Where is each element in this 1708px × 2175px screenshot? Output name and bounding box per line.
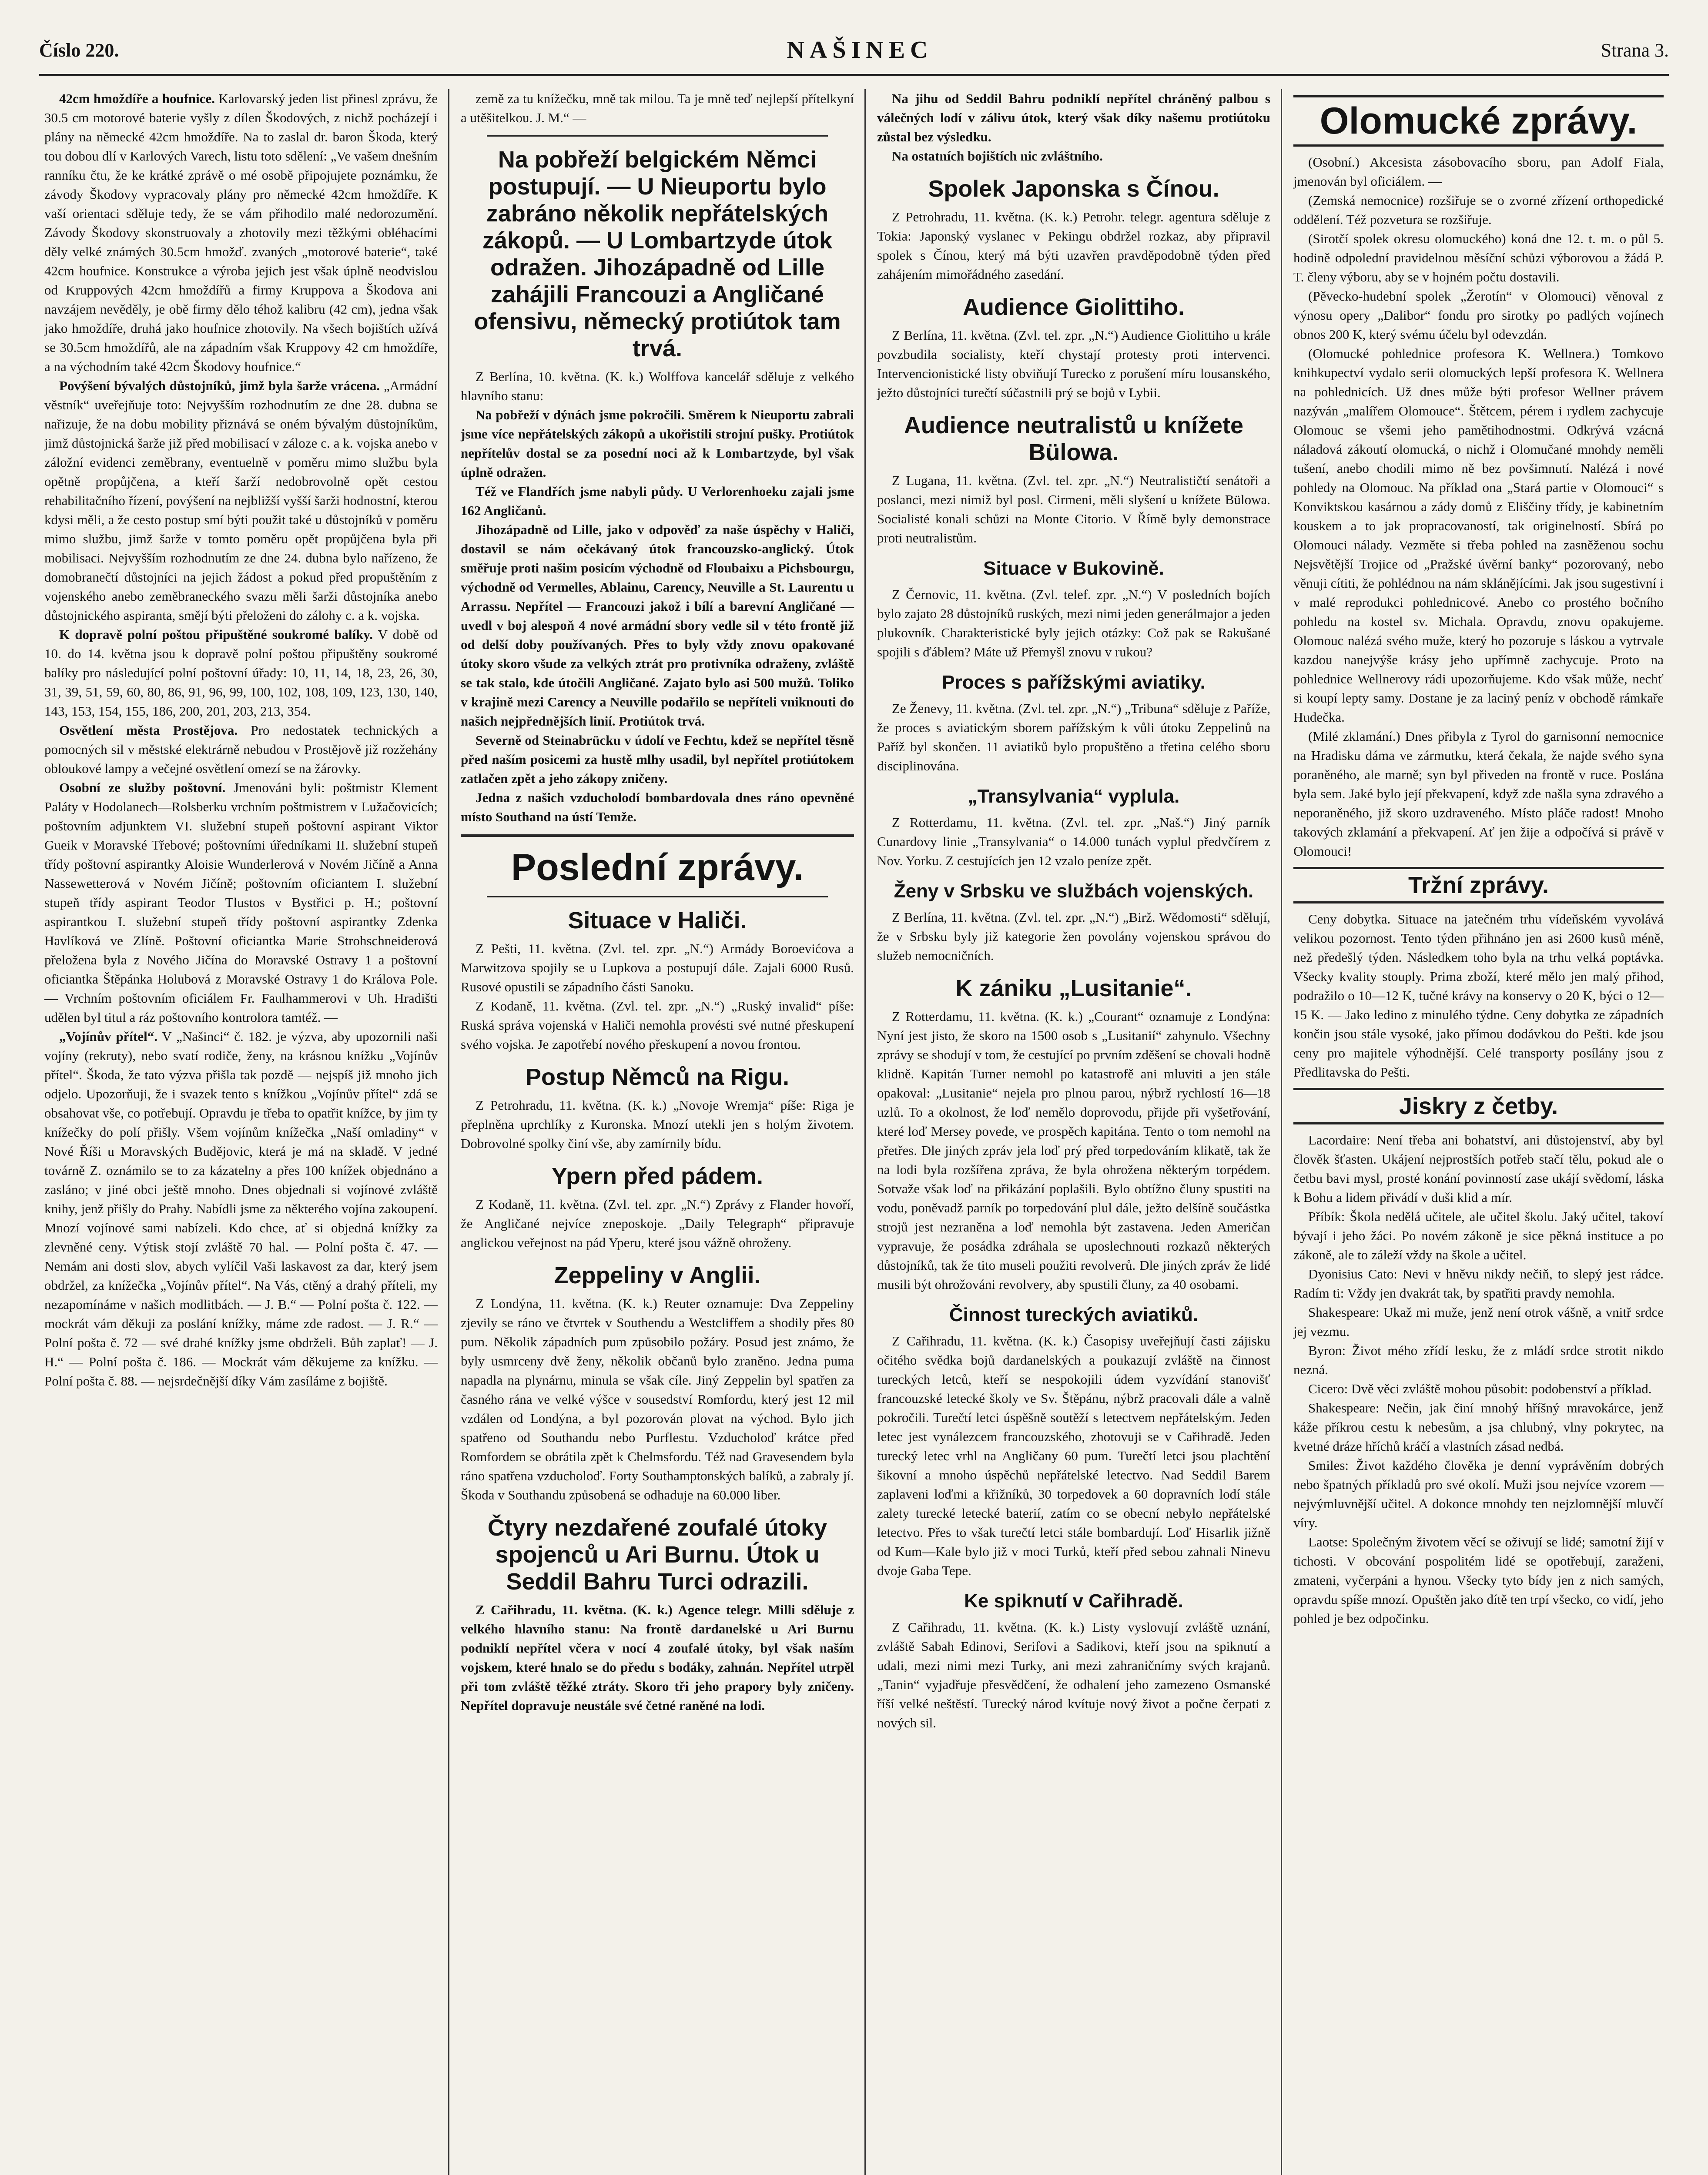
article-text: Z Petrohradu, 11. května. (K. k.) „Novoje Wremja“ píše: Riga je přeplněna uprchlíky z Kuronska. Mnozí utekli jen s holým životem. Dobrovolné spolky činí vše, aby zamírnily bídu. (461, 1098, 854, 1151)
column-1 (39, 89, 443, 2175)
article-text: Z Rotterdamu, 11. května. (Zvl. tel. zpr. „Naš.“) Jiný parník Cunardovy linie „Transylvania“ o 14.000 tunách vyplul předvčírem z Nov. Yorku. Z cestujících jen 12 vzalo peníze zpět. (877, 815, 1270, 868)
article-text: (Zemská nemocnice) rozšiřuje se o zvorné zřízení orthopedické oddělení. Též pozvetura se rozšiřuje. (1293, 193, 1664, 227)
headline: Postup Němců na Rigu. (525, 1064, 790, 1090)
article-text: Na pobřeží v dýnách jsme pokročili. Směrem k Nieuportu zabrali jsme více nepřátelských zákopů a ukořistili strojní pušky. Protiútok nepřítelův dostal se za posední noci až k Lombartzyde, byl však úplně odražen. (461, 407, 854, 480)
newspaper-title: NAŠINEC (787, 37, 933, 64)
article-text: (Pěvecko-hudební spolek „Žerotín“ v Olomouci) věnoval z výnosu opery „Dalibor“ fondu pro sirotky po padlých vojínech obnos 200 K, který svému účelu byl odevzdán. (1293, 288, 1664, 342)
article-text: Dyonisius Cato: Nevi v hněvu nikdy nečiň, to slepý jest rádce. Radím ti: Vždy jen dvakrát tak, by spatřiti pravdy nemohla. (1293, 1266, 1664, 1301)
column-rule (448, 89, 449, 2175)
article-text: Jmenováni byli: poštmistr Klement Paláty v Hodolanech—Rolsberku vrchním poštmistrem v Lužačovicích; poštovním adjunktem VI. služební stupeň poštovní aspirant Viktor Gueik v Moravské Třebové; poštovními úředníkami II. služební stupeň třídy poštovní aspirantky Aloisie Wunderlerová v Novém Jičíně a Anna Nassewetterová v Novém Jičíně; poštovním oficiantem I. služební stupeň třídy aspirant Teodor Tlustos v Bystřici p. H.; poštovní aspirantkou I. služební stupeň třídy poštovní aspirantky Zdenka Havlíková ve Zlíně. Poštovní oficiantka Marie Strohschneiderová přeložena byla z Nového Jičína do Moravské Ostravy 1 a poštovní oficiantka Štěpánka Holubová z Moravské Ostravy 1 do Králova Pole. — Vrchním poštovním oficiálem Fr. Faulhammerovi v Uh. Hradišti udělen byl titul a ráz poštovního kontrolora tamtéž. — (44, 780, 438, 1025)
article-text: (Milé zklamání.) Dnes přibyla z Tyrol do garnisonní nemocnice na Hradisku dáma ve zármutku, která čekala, že najde svého syna poraněného, ale marně; syn byl přiveden na frontě v ruce. Poslána byla sem. Jaké bylo její překvapení, když zde našla syna zdravého a neporaněného, již skoro uzdraveného. Místo pláče radost! Mnoho takových zklamání a překvapení. Ať jen žije a odpočívá si právě v Olomouci! (1293, 729, 1664, 859)
article-text: Z Rotterdamu, 11. května. (K. k.) „Courant“ oznamuje z Londýna: Nyní jest jisto, že skoro na 1500 osob s „Lusitanií“ zahynulo. Všechny zprávy se shodují v tom, že cestující po prvním zděšení se chovali hodně klidně. Kapitán Turner nemohl po katastrofě ani mluviti a jen stále opakoval: „Lusitanie“ nejela pro plnou parou, nýbrž rychlostí 16—18 uzlů. To a okolnost, že loď nemělo doprovodu, přijde při vyšetřování, které loď Mersey povede, ve prospěch kapitána. Tento o tom nemohl na přetřes. Dle jiných zpráv jela loď prý před torpedováním klikatě, tak že na lodi byla rozšířena zpráva, že byla ohrožena některým torpédem. Sotvaže však loď na přikázání poplašili. Bylo obtížno čluny spustiti na vodu, poněvadž parník po torpedování plul dále, ježto delšíně součástka strojů jest nezraněna a loď nemohla být zastavena. Jeden Američan vypravuje, že posádka zdráhala se uposlechnouti rozkazů některých důstojníků, tak že tito museli použiti revolverů. Dle jiných zpráv že lidé musili být ohrožováni revolvery, aby spustili čluny, za 40 osobami. (877, 1009, 1270, 1292)
article-text: (Sirotčí spolek okresu olomuckého) koná dne 12. t. m. o půl 5. hodině odpolední pravidelnou měsíční schůzi výborovou a žádá P. T. členy výboru, aby se v hojném počtu dostavili. (1293, 231, 1664, 284)
divider (461, 834, 854, 837)
article-text: země za tu knížečku, mně tak milou. Ta je mně teď nejlepší přítelkyní a utěšitelkou. J. M.“ — (461, 91, 854, 125)
article-text: Cicero: Dvě věci zvláště mohou působit: podobenství a příklad. (1308, 1381, 1652, 1396)
article-text: Příbík: Škola nedělá učitele, ale učitel školu. Jaký učitel, takoví bývají i jeho žáci. Po novém zákoně je sice pěkná instituce a po zákoně, ale to záleží vždy na škole a učitel. (1293, 1209, 1664, 1262)
article-text: Jedna z našich vzducholodí bombardovala dnes ráno opevněné místo Southand na ústí Temže. (461, 790, 854, 824)
article-text: „Armádní věstník“ uveřejňuje toto: Nejvyšším rozhodnutím ze dne 28. dubna se nařizuje, že na dobu mobility přiznává se oném bývalým důstojníkům, jimž důstojnická šarže již před mobilisací v záloze c. a k. vojska anebo v záložní evidenci zeměbrany, eventuelně v poměru mimo službu byla opětně propůjčena, a kteří šarží nedobrovolně opět cestou rehabilitačního řízení, povýšení na nejbližší vyšší šarži hodnostní, kterou kdysi měli, a že cesto postup smí býti použit také u důstojníků v poměru mimo službu, jimž šarže v tomto poměru opět propůjčena byla při mobilisaci. Nejvyšším rozhodnutím ze dne 24. dubna bylo nařízeno, že domobranečtí důstojníci na jejich žádost a pokud před propuštěním z vojenského anebo zeměbraneckého svazu měli šarži důstojníka anebo důstojnického aspiranta, smějí býti přeloženi do zálohy c. a k. vojska. (44, 378, 438, 623)
article-text: Na jihu od Seddil Bahru podniklí nepřítel chráněný palbou s válečných lodí v zálivu útok, který však díky našemu protiútoku zůstal bez výsledku. (877, 91, 1270, 144)
article-text: Z Londýna, 11. května. (K. k.) Reuter oznamuje: Dva Zeppeliny zjevily se ráno ve čtvrtek v Southendu a Westcliffem a shodily přes 80 pum. Několik západních pum způsobilo požáry. Posud jest známo, že byly usmrceny dvě ženy, několik občanů bylo zraněno. Jedna puma napadla na plynárnu, minula se však cíle. Jiný Zeppelin byl spatřen za časného rána ve velké výšce v sousedství Romfordu, který jest 12 mil vzdálen od Londýna, a byl pozorován plovat na východ. Bylo jich spatřeno od Southandu nebo Purflestu. Vzducholoď krátce před Romfordem se obrátila zpět k Chelmsfordu. Též nad Gravesendem byla ráno spatřena vzducholoď. Forty Southamptonských balíků, a zabraly jí. Škoda v Southandu způsobená se odhaduje na 60.000 liber. (461, 1296, 854, 1502)
section-title: Poslední zprávy. (511, 847, 804, 888)
article-text: Z Berlína, 10. května. (K. k.) Wolffova kancelář sděluje z velkého hlavního stanu: (461, 369, 854, 403)
article (44, 376, 438, 625)
headline: Činnost tureckých aviatiků. (949, 1304, 1199, 1325)
headline: Ypern před pádem. (551, 1163, 764, 1189)
headline: Situace v Bukovině. (983, 558, 1164, 579)
issue-number: Číslo 220. (39, 39, 119, 61)
column-rule (1281, 89, 1282, 2175)
article-text: Též ve Flandřích jsme nabyli půdy. U Verlorenhoeku zajali jsme 162 Angličanů. (461, 484, 854, 518)
article-text: Severně od Steinabrücku v údolí ve Fechtu, kdež se nepřítel těsně před naším posicemi za hustě mlhy usadil, byl nepřítel protiútokem zatlačen zpět a jeho zákopy zničeny. (461, 733, 854, 786)
headline: Spolek Japonska s Čínou. (928, 176, 1219, 202)
article-lead: Povýšení bývalých důstojníků, jimž byla šarže vrácena. (59, 378, 380, 393)
headline: Na pobřeží belgickém Němci postupují. — U Nieuportu bylo zabráno několik nepřátelských zákopů. — U Lombartzyde útok odražen. Jihozápadně od Lille zahájili Francouzi a Angličané ofensivu, německý protiútok tam trvá. (474, 147, 841, 361)
article-text: (Osobní.) Akcesista zásobovacího sboru, pan Adolf Fiala, jmenován byl oficiálem. — (1293, 154, 1664, 189)
article-text: Smiles: Život každého člověka je denní vyprávěním dobrých nebo špatných příkladů pro své okolí. Muži jsou nejvíce vzorem — nejvýmluvnější učitel. A dokonce mnohdy ten nejzlomnější mluvčí víry. (1293, 1458, 1664, 1530)
column-2 (455, 89, 859, 2175)
article (44, 625, 438, 721)
section-header (1293, 95, 1664, 147)
headline: K zániku „Lusitanie“. (955, 975, 1192, 1001)
article-lead: „Vojínův přítel“. (59, 1029, 157, 1044)
article-text: Karlovarský jeden list přinesl zprávu, že 30.5 cm motorové baterie vyšly z dílen Škodových, z nichž pocházejí i plány na německé 42cm hmoždíře. Na to zaslal dr. baron Škoda, který tou dobou dlí v Karlových Varech, listu toto sdělení: „Ve vašem dnešním ranníku čtu, že ke krátké zprávě o mé osobě připojujete poznámku, že závody Škodovy vypracovaly plány pro německé 42cm hmoždíře. K vaší orientaci sděluje tedy, že se vám přihodilo malé nedorozumění. Závody Škodovy skonstruovaly a zhotovily mezi těžkými obléhacími děly velké známých 30.5cm hmožď. zvaných „motorové baterie“, také 42cm houfnice. Konstrukce a výroba jejich jest však úplně neodvislou od Kruppových 42cm hmoždířů a firmy Kruppova a Škodova ani navzájem nevěděly, je obě firmy dělo téhož kalibru (42 cm), jedna však jako hmoždíře, druhá jako houfnice zhotovily. Na všech bojištích užívá se 30.5cm hmoždířů, ale na západním však Kruppovy 42 cm hmoždíře, a na východním také 42cm Škodovy houfnice.“ (44, 91, 438, 374)
article-text: Z Pešti, 11. května. (Zvl. tel. zpr. „N.“) Armády Boroevićova a Marwitzova spojily se u Lupkova a postupují dále. Zajali 6000 Rusů. Rusové opustili se západního části Sanoku. (461, 941, 854, 994)
headline: Audience neutralistů u knížete Bülowa. (904, 412, 1244, 465)
divider (487, 896, 828, 897)
article-text: V „Našinci“ č. 182. je výzva, aby upozornili naši vojíny (rekruty), nebo svatí rodiče, ženy, na krásnou knížku „Vojínův přítel“. Škoda, že tato výzva přišla tak pozdě — nejspíš již mnoho jich odjelo. Upozorňuji, že i svazek tento s knížkou „Vojínův přítel“ zdá se obsahovat vše, co potřebují. Opravdu je třeba to opatřit knížce, by jim ty knížečky do polí přišly. Všem vojínům knížečka „Naší omladiny“ v Nové Říši u Moravských Budějovic, která je má na skladě. V jedné továrně Z. oznámilo se to za kázatelny a přes 100 knížek objednáno a zasláno; v jiné obci ještě mnoho. Dnes objednali si vojínové zvláště knihy, jenž přišly do Prahy. Nabídli jsme za některého vojína zakoupení. Mnozí vojínové sami nabízeli. Kdo chce, ať si objedná knížky za zlevněné ceny. Výtisk stojí zvláště 70 hal. — Polní pošta č. 47. — Nemám ani dosti slov, abych vylíčil Vaši laskavost za dar, který jsem obdržel, za knížečka „Vojínův přítel“. Na Vás, ctěný a drahý příteli, my nezapomínáme v našich modlitbách. — J. B.“ — Polní pošta č. 122. — mockrát vám děkuji za poslání knížky, máme zde radost. — J. R.“ — Polní pošta č. 72 — své drahé knížky jsme obdrželi. Bůh zaplať! — J. H.“ — Polní pošta č. 186. — Mockrát vám děkujeme za knížku. — Polní pošta č. 88. — nejsrdečnější díky Vám zasíláme z bojiště. (44, 1029, 438, 1389)
headline: Ke spiknutí v Cařihradě. (964, 1590, 1183, 1612)
section-header (1293, 867, 1664, 903)
article-text: Z Berlína, 11. května. (Zvl. tel. zpr. „N.“) Audience Giolittiho u krále povzbudila socialisty, kteří chystají protesty proti intervenci. Intervencionistické listy obviňují Turecko z porušení míru lousanského, ježto důstojníci turečtí súčastnili prý se bojů v Lybii. (877, 328, 1270, 400)
column-4 (1288, 89, 1669, 2175)
section-title: Tržní zprávy. (1408, 872, 1549, 898)
article-text: V době od 10. do 14. května jsou k dopravě polní poštou připuštěny soukromé balíky pro následující polní poštovní úřady: 10, 11, 14, 18, 23, 26, 30, 31, 39, 51, 59, 60, 80, 86, 91, 96, 99, 100, 102, 108, 109, 123, 130, 140, 143, 153, 154, 155, 186, 200, 201, 203, 213, 354. (44, 627, 438, 719)
article-text: Z Cařihradu, 11. května. (K. k.) Časopisy uveřejňují časti zájisku očitého svědka bojů dardanelských a poukazují zvláště na činnost tureckých letců, kteří se nespokojili údem vyzvídání stanovišť francouzské letecké školy ve Sv. Štěpánu, nýbrž pracovali dále a valně pokročili. Turečtí letci úspěšně soutěží s letectvem nepřátelským. Jeden letec jest vynálezcem francouzského, zhotovuji se v Cařihradě. Jeden turecký letec vrhl na Angličany 60 pum. Turečtí letci jsou plachtění šikovní a mnoho úspěchů nepřátelské letectvo. Nad Seddil Barem zaplaveni loďmi a křižníků, 30 torpedovek a 60 dopravních lodí stále zalety turecké letecké baterií, zatím co se obecní nebylo nepřátelské letectvo. Přes to však turečtí letci stále bombardují. Loď Hisarlik jižně od Kum—Kale bylo již v moci Turků, kteří před sebou zahnali Ninevu dvoje Gaba Tepe. (877, 1333, 1270, 1578)
masthead (39, 26, 1669, 76)
page-number: Strana 3. (1601, 39, 1669, 61)
article-lead: Osvětlení města Prostějova. (59, 723, 238, 738)
section-header (1293, 1088, 1664, 1124)
article-text: (Olomucké pohlednice profesora K. Wellnera.) Tomkovo knihkupectví vydalo serii olomuckých lepší profesora K. Wellnera na pohlednicích. Už dnes může býti profesor Wellner právem nazýván „malířem Olomouce“. Štětcem, pérem i rydlem zachycuje Olomouc se všemi jeho pamětihodnostmi. Odkrývá vzácná náladová zákoutí olomucká, o nichž i Olomučané mnohdy neměli tušení, anebo chodili mimo ně bez povšimnutí. Nalézá i nové pohledy na Olomouc. Na příklad ona „Stará partie v Olomouci“ s Konviktskou kasárnou a zády domů z Eliščiny třídy, je kabinetním kouskem a to jak propracovaností, tak originelností. Sbírá po Olomouci nálady. Vezměte si třeba pohled na zasněženou sochu Nejsvětější Trojice od „Pražské úvěrní banky“ pozorovaný, nebo věnuji cítiti, že pohlédnou na nám sklánějícími. Jak jsou sugestivní i v malé reprodukci pohlednicové. Anebo co prostého bočního pohledu na kostel sv. Michala. Opravdu, znovu opakujeme. Olomouc nalézá svého muže, který ho pozoruje s láskou a vytrvale kazdou nanejvýše krásy jeho upřímně zachycuje. Proto na pohlednice Wellnerovy rádi upozorňujeme. Kdo však může, nechť si koupí lepty samy. Dostane je za laciný peníz v obchodě rámkaře Hudečka. (1293, 346, 1664, 725)
article (44, 778, 438, 1027)
column-rule (864, 89, 866, 2175)
article-text: Ceny dobytka. Situace na jatečném trhu vídeňském vyvolává velikou pozornost. Tento týden přihnáno jen asi 2600 kusů méně, než předešlý týden. Následkem toho byla na trhu velká poptávka. Všecky kvality stouply. Prima zboží, které mělo jen malý přihod, podražilo o 10—12 K, tučné krávy na konservy o 20 K, býci o 12—15 K. — Jako ledino z minulého týdne. Ceny dobytka ze západních končin jsou stále vysoké, jako přímou dodávkou do Pešti. kde jsou ceny pro majitele výhodnější. Celé transporty posílány jsou z Předlitavska do Pešti. (1293, 911, 1664, 1080)
headline: Situace v Haliči. (568, 907, 747, 934)
article (44, 1027, 438, 1391)
article-text: Shakespeare: Nečin, jak činí mnohý hříšný mravokárce, jenž káže příkrou cestu k nebesům, a jsa chlubný, vlny pokrytec, na kvetné dráze hříchů kráčí a vlastních zásad nedbá. (1293, 1400, 1664, 1454)
article-text: Z Černovic, 11. května. (Zvl. telef. zpr. „N.“) V posledních bojích bylo zajato 28 důstojníků ruských, mezi nimi jeden generálmajor a jeden plukovník. Charakteristické byly jejich otázky: Což pak se Rakušané spojili s ďáblem? Máte už Přemyšl znovu v rukou? (877, 587, 1270, 659)
article-text: Z Kodaně, 11. května. (Zvl. tel. zpr. „N.“) Zprávy z Flander hovoří, že Angličané nejvíce zneposkoje. „Daily Telegraph“ připravuje anglickou veřejnost na pád Yperu, které jsou vážně ohroženy. (461, 1197, 854, 1250)
article-text: Ze Ženevy, 11. května. (Zvl. tel. zpr. „N.“) „Tribuna“ sděluje z Paříže, že proces s aviatickým sborem pařížským k vůli útoku Zeppelinů na Paříž byl skončen. 11 aviatiků bylo propuštěno a třetina celého sboru disciplinována. (877, 701, 1270, 773)
headline: Proces s pařížskými aviatiky. (942, 672, 1206, 693)
article-text: Byron: Život mého zřídí lesku, že z mládí srdce strotit nikdo nezná. (1293, 1343, 1664, 1377)
article-text: Na ostatních bojištích nic zvláštního. (892, 148, 1103, 164)
article-text: Z Petrohradu, 11. května. (K. k.) Petrohr. telegr. agentura sděluje z Tokia: Japonský vyslanec v Pekingu obdržel rozkaz, aby připravil spolek s Čínou, který má býti uzavřen pravděpodobně týden před zahájením mimořádného zasedání. (877, 209, 1270, 282)
article-text: Z Lugana, 11. května. (Zvl. tel. zpr. „N.“) Neutralističtí senátoři a poslanci, mezi nimiž byl posl. Cirmeni, měli slyšení u knížete Bülowa. Socialisté konali schůzi na Monte Citorio. V Římě byly demonstrace proti neutralistům. (877, 473, 1270, 545)
section-title: Olomucké zprávy. (1320, 100, 1638, 142)
section-title: Jiskry z četby. (1399, 1093, 1558, 1119)
headline: Čtyry nezdařené zoufalé útoky spojenců u Ari Burnu. Útok u Seddil Bahru Turci odrazili. (487, 1515, 827, 1595)
article-text: Z Cařihradu, 11. května. (K. k.) Listy vyslovují zvláště uznání, zvláště Sabah Edinovi, Serifovi a Sadikovi, kteří jsou na spiknutí a udali, mezi nimi mezi Turky, ani mezi zahraničnímy svých krajanů. „Tanin“ vyjadřuje přesvědčení, že odhalení jeho zamezeno Osmanské říší velké neštěstí. Turecký národ kvítuje nový život a počne čerpati z nových sil. (877, 1620, 1270, 1730)
headline: Audience Giolittiho. (963, 294, 1185, 320)
headline: „Transylvania“ vyplula. (968, 786, 1180, 807)
article-text: Z Berlína, 11. května. (Zvl. tel. zpr. „N.“) „Birž. Wědomosti“ sdělují, že v Srbsku byly již kategorie žen povolány vojenskou správou do služeb nemocničních. (877, 910, 1270, 963)
headline: Ženy v Srbsku ve službách vojenských. (894, 880, 1254, 902)
article (44, 89, 438, 376)
article-text: Laotse: Společným životem věcí se oživují se lidé; samotní žijí v tichosti. V obcování pospolitém lidé se opotřebují, zaraženi, zmateni, vyčerpáni a hynou. Všecky tyto bídy jen z nich samých, opravdu spíše mnozí. Opuštěn jako dítě ten trpí všecko, co vidí, jeho pohled je bez odpočinku. (1293, 1534, 1664, 1626)
article-lead: K dopravě polní poštou připuštěné soukromé balíky. (59, 627, 373, 642)
article-text: Pro nedostatek technických a pomocných sil v městské elektrárně nebudou v Prostějově již rozžehány obloukové lampy a večejné osvětlení omezí se na žárovky. (44, 723, 438, 776)
article-text: Shakespeare: Ukaž mi muže, jenž není otrok vášně, a vnitř srdce jej vezmu. (1293, 1305, 1664, 1339)
article-text: Z Kodaně, 11. května. (Zvl. tel. zpr. „N.“) „Ruský invalid“ píše: Ruská správa vojenská v Haliči nemohla provésti své nutné přeskupení svého vojska. Je zapotřebí nového přeskupení a novou frontou. (461, 998, 854, 1052)
column-3 (872, 89, 1276, 2175)
article-lead: Osobní ze služby poštovní. (59, 780, 226, 795)
headline: Zeppeliny v Anglii. (554, 1262, 761, 1288)
divider (487, 135, 828, 137)
article-text: Z Cařihradu, 11. května. (K. k.) Agence telegr. Milli sděluje z velkého hlavního stanu: Na frontě dardanelské u Ari Burnu podniklí nepřítel včera v nocí 4 zoufalé útoky, byl však naším vojskem, které hnalo se do předu s bodáky, zahnán. Nepřítel utrpěl při tom zvláště těžké ztráty. Skoro tři jeho prapory byly zničeny. Nepřítel dopravuje neustále své četné raněné na lodi. (461, 1602, 854, 1713)
article-lead: 42cm hmoždíře a houfnice. (59, 91, 215, 106)
article (44, 721, 438, 778)
article-text: Lacordaire: Není třeba ani bohatství, ani důstojenství, aby byl člověk šťasten. Ukájení nejprostších potřeb stačí tělu, pokud ale o četbu bavi mysl, prosté konání povinností zase ukájí svědomí, láska k Bohu a lidem přivádí v duši klid a mír. (1293, 1132, 1664, 1205)
article-text: Jihozápadně od Lille, jako v odpověď za naše úspěchy v Haliči, dostavil se nám očekávaný útok francouzsko-anglický. Útok směřuje proti našim posicím východně od Floubaixu a Pichsbourgu, východně od Vermelles, Ablainu, Carency, Neuville a St. Laurentu u Arrassu. Nepřítel — Francouzi jakož i bílí a barevní Angličané — uvedl v boj alespoň 4 nové armádní sbory vedle sil v této frontě již od delší doby používaných. Přes to byly vždy znovu opakované útoky skoro všude za velkých ztrát pro protivníka odraženy, zvláště se tak stalo, kde útočili Angličané. Zajato bylo asi 500 mužů. Toliko v krajině mezi Carency a Neuville podařilo se nepříteli vniknouti do našich nejpřednějších linií. Protiútok trvá. (461, 522, 854, 729)
